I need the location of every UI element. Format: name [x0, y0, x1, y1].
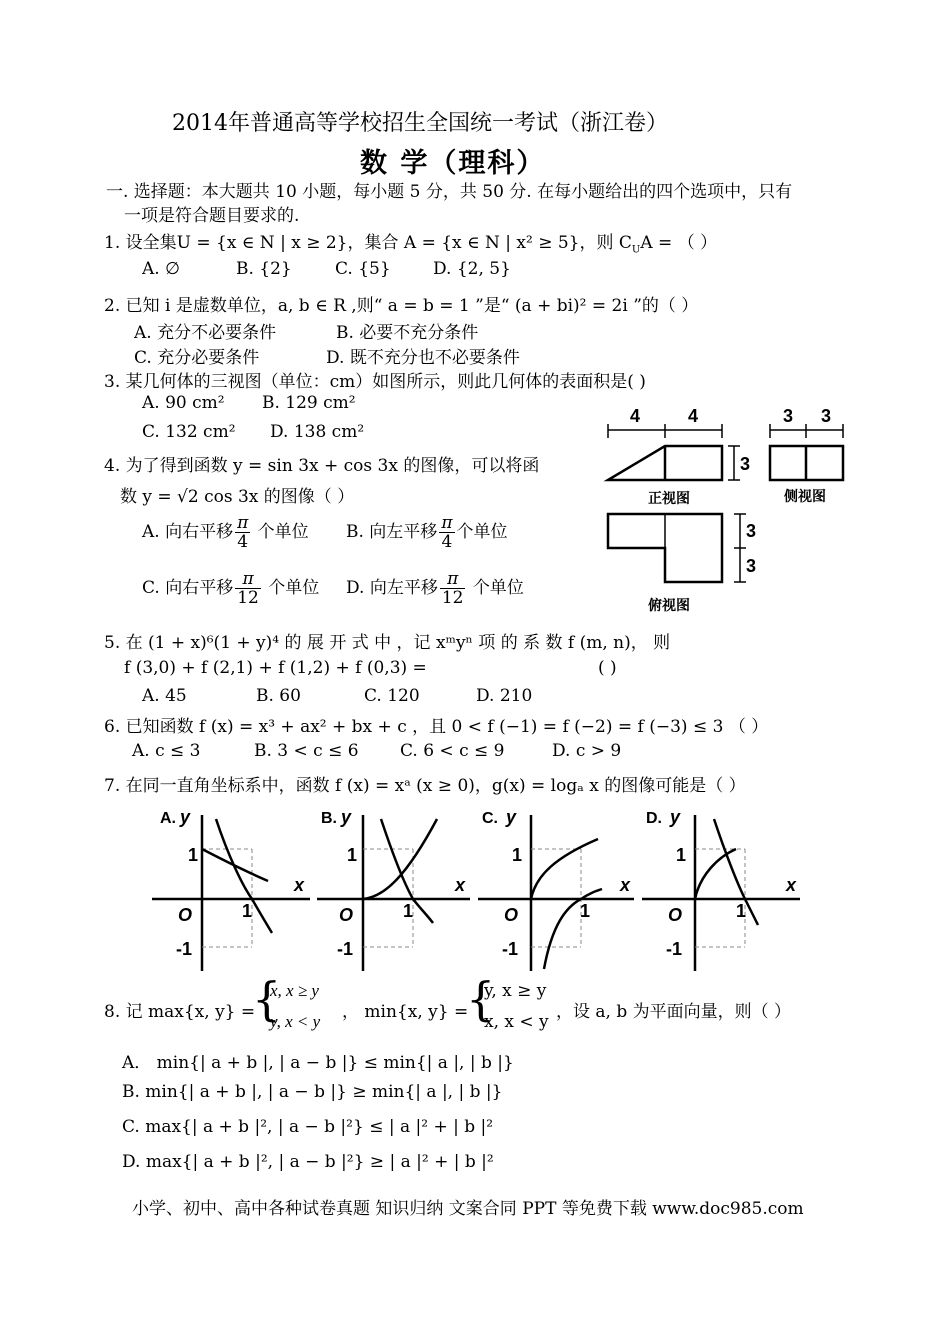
q4-c-pre: C. 向右平移: [142, 578, 234, 598]
graph-d-label: D.: [646, 810, 662, 827]
graph-d-neg: -1: [666, 939, 683, 959]
graph-a-neg: -1: [176, 939, 193, 959]
graph-a-y: y: [180, 807, 191, 827]
q2-option-d: D. 既不充分也不必要条件: [326, 348, 520, 368]
q3-option-c: C. 132 cm²: [142, 422, 236, 442]
question-5-paren: ( ): [598, 658, 617, 678]
graph-c: [478, 807, 634, 971]
graph-d-y: y: [670, 807, 681, 827]
question-5-cont: f (3,0) + f (2,1) + f (1,2) + f (0,3) =: [124, 658, 427, 678]
graph-b-x: x: [455, 875, 466, 895]
q5-option-a: A. 45: [142, 686, 187, 706]
q2-option-c: C. 充分必要条件: [134, 348, 260, 368]
graph-c-one: 1: [512, 845, 523, 865]
q4-option-c: [142, 570, 319, 607]
q4-d-pre: D. 向左平移: [346, 578, 438, 598]
q8-option-a: A． min{| a + b |, | a − b |} ≤ min{| a |, | b |}: [122, 1053, 514, 1073]
graph-b: [317, 807, 470, 971]
q4-c-den: 12: [237, 588, 259, 608]
q3-option-d: D. 138 cm²: [270, 422, 365, 442]
footer-text: 小学、初中、高中各种试卷真题 知识归纳 文案合同 PPT 等免费下载 www.doc985.com: [132, 1199, 804, 1219]
question-8-pre: 8. 记 max{x, y} =: [104, 1002, 256, 1022]
dim-top-upper: 3: [746, 521, 757, 541]
side-view-label: 侧视图: [784, 488, 826, 504]
graph-b-label: B.: [321, 810, 337, 827]
graph-a-one: 1: [188, 845, 199, 865]
q8-option-d: D. max{| a + b |², | a − b |²} ≥ | a |² + | b |²: [122, 1152, 494, 1172]
q4-a-post: 个单位: [252, 522, 309, 542]
dim-front-height: 3: [740, 454, 751, 474]
q1-option-c: C. {5}: [335, 259, 391, 279]
q4-a-den: 4: [237, 532, 249, 552]
dim-side-right: 3: [821, 406, 832, 426]
graph-b-neg: -1: [337, 939, 354, 959]
q5-option-c: C. 120: [364, 686, 420, 706]
front-view-label: 正视图: [648, 490, 690, 506]
q2-option-a: A. 充分不必要条件: [134, 323, 277, 343]
section-heading-cont: 一项是符合题目要求的.: [124, 206, 300, 226]
q4-d-den: 12: [441, 588, 464, 608]
question-1-stem: 1. 设全集U = {x ∈ N | x ≥ 2}，集合 A = {x ∈ N | x² ≥ 5}，则 C: [104, 233, 632, 253]
question-1: [104, 228, 717, 255]
q5-option-b: B. 60: [256, 686, 301, 706]
graph-c-x: x: [620, 875, 631, 895]
graph-a-x: x: [294, 875, 305, 895]
q4-b-pi: π: [441, 513, 453, 533]
graph-b-origin: O: [339, 905, 354, 925]
three-view-figure: [600, 400, 860, 620]
dim-top-lower: 3: [746, 556, 757, 576]
graph-b-xone: 1: [403, 901, 414, 921]
graph-a-label: A.: [160, 810, 176, 827]
question-5: 5. 在 (1 + x)⁶(1 + y)⁴ 的 展 开 式 中 ，记 xᵐyⁿ 项 的 系 数 f (m, n)， 则: [104, 633, 671, 653]
q6-option-c: C. 6 < c ≤ 9: [400, 741, 505, 761]
q4-d-pi: π: [440, 570, 466, 589]
question-4-cont: 数 y = √2 cos 3x 的图像（ ）: [120, 487, 355, 507]
min-case-1: y, x ≥ y: [484, 981, 547, 1001]
q4-option-b: [346, 514, 508, 551]
q4-option-d: [346, 570, 524, 607]
graph-d: [642, 807, 800, 971]
question-4: 4. 为了得到函数 y = sin 3x + cos 3x 的图像，可以将函: [104, 456, 540, 476]
section-heading: 一. 选择题：本大题共 10 小题，每小题 5 分，共 50 分. 在每小题给出的四个选项中，只有: [106, 182, 793, 202]
graph-a-xone: 1: [242, 901, 253, 921]
graph-d-origin: O: [668, 905, 683, 925]
q1-option-b: B. {2}: [236, 259, 292, 279]
question-8-post: ，设 a, b 为平面向量，则（ ）: [556, 1002, 792, 1022]
q3-option-a: A. 90 cm²: [142, 393, 225, 413]
q1-option-a: A. ∅: [142, 259, 180, 279]
dim-side-left: 3: [783, 406, 794, 426]
q4-a-pi: π: [237, 513, 249, 533]
max-case-1: x, x ≥ y: [270, 981, 319, 1000]
graph-a-origin: O: [178, 905, 193, 925]
question-3: 3. 某几何体的三视图（单位：cm）如图所示，则此几何体的表面积是( ): [104, 372, 646, 392]
question-1-sub: U: [631, 244, 641, 256]
dim-front-left: 4: [630, 406, 641, 426]
q8-option-c: C. max{| a + b |², | a − b |²} ≤ | a |² + | b |²: [122, 1117, 494, 1137]
q8-option-b: B. min{| a + b |, | a − b |} ≥ min{| a |, | b |}: [122, 1082, 503, 1102]
graph-c-origin: O: [504, 905, 519, 925]
graph-d-x: x: [786, 875, 797, 895]
q6-option-b: B. 3 < c ≤ 6: [254, 741, 359, 761]
q4-b-den: 4: [441, 532, 453, 552]
q5-option-d: D. 210: [476, 686, 533, 706]
min-brace: {: [466, 972, 496, 1026]
graph-c-y: y: [506, 807, 517, 827]
question-6: 6. 已知函数 f (x) = x³ + ax² + bx + c ，且 0 < f (−1) = f (−2) = f (−3) ≤ 3 （ ）: [104, 717, 769, 737]
q4-b-pre: B. 向左平移: [346, 522, 438, 542]
min-case-2: x, x < y: [484, 1012, 549, 1032]
graph-c-label: C.: [482, 810, 498, 827]
q4-c-pi: π: [235, 570, 261, 589]
question-2: 2. 已知 i 是虚数单位，a, b ∈ R ,则“ a = b = 1 ”是“ (a + bi)² = 2i ”的（ ）: [104, 296, 699, 316]
question-8-mid: ， min{x, y} =: [342, 1002, 469, 1022]
graph-b-y: y: [341, 807, 352, 827]
q6-option-d: D. c > 9: [552, 741, 622, 761]
dim-front-right: 4: [688, 406, 699, 426]
exam-subtitle: 数 学（理科）: [360, 148, 546, 179]
graph-b-one: 1: [347, 845, 358, 865]
question-7: 7. 在同一直角坐标系中，函数 f (x) = xᵃ (x ≥ 0)，g(x) = logₐ x 的图像可能是（ ）: [104, 776, 746, 796]
q3-option-b: B. 129 cm²: [262, 393, 356, 413]
exam-title: 2014年普通高等学校招生全国统一考试（浙江卷）: [172, 111, 668, 136]
q4-b-post: 个单位: [456, 522, 508, 542]
question-1-tail: A = （ ）: [640, 233, 718, 253]
q2-option-b: B. 必要不充分条件: [336, 323, 479, 343]
q7-graphs: [150, 805, 810, 980]
q6-option-a: A. c ≤ 3: [132, 741, 201, 761]
graph-a: [152, 807, 310, 971]
q1-option-d: D. {2, 5}: [433, 259, 511, 279]
graph-c-neg: -1: [502, 939, 519, 959]
graph-d-xone: 1: [736, 901, 747, 921]
q4-c-post: 个单位: [262, 578, 320, 598]
graph-c-xone: 1: [580, 901, 591, 921]
q4-d-post: 个单位: [467, 578, 524, 598]
q4-a-pre: A. 向右平移: [142, 522, 234, 542]
top-view-label: 俯视图: [648, 597, 690, 613]
graph-d-one: 1: [676, 845, 687, 865]
q4-option-a: [142, 514, 309, 551]
max-brace: {: [252, 972, 282, 1026]
max-case-2: y, x < y: [270, 1012, 321, 1031]
